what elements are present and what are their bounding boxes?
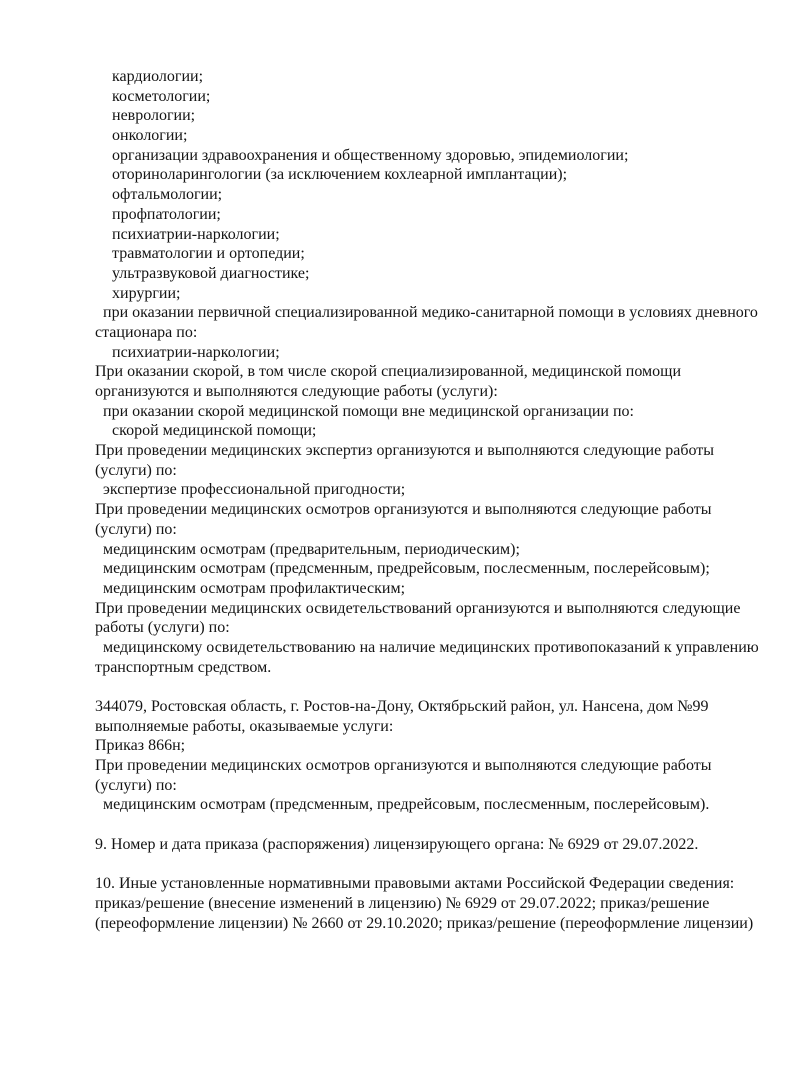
document-line: экспертизе профессиональной пригодности; <box>103 481 406 499</box>
document-line: офтальмологии; <box>112 186 223 204</box>
document-line: психиатрии-наркологии; <box>112 343 280 361</box>
blank-line <box>95 815 782 835</box>
document-line: работы (услуги) по: <box>95 619 230 637</box>
document-line: онкологии; <box>112 127 188 145</box>
document-line: неврологии; <box>112 107 196 125</box>
document-line: медицинским осмотрам (предсменным, предрейсовым, послесменным, послерейсовым). <box>103 796 710 814</box>
blank-line <box>95 855 782 875</box>
document-line: хирургии; <box>112 284 181 302</box>
document-line: (услуги) по: <box>95 520 177 538</box>
document-line: (услуги) по: <box>95 461 177 479</box>
document-line: при оказании первичной специализированной медико-санитарной помощи в условиях дневного <box>103 304 758 322</box>
document-line: стационара по: <box>95 323 198 341</box>
document-line: травматологии и ортопедии; <box>112 245 305 263</box>
document-line: 344079, Ростовская область, г. Ростов-на-Дону, Октябрьский район, ул. Нансена, дом №99 <box>95 698 709 715</box>
blank-line <box>95 677 782 697</box>
document-line: При проведении медицинских осмотров организуются и выполняются следующие работы <box>95 757 712 775</box>
document-line: При проведении медицинских освидетельствований организуются и выполняются следующие <box>95 599 741 617</box>
document-line: психиатрии-наркологии; <box>112 225 280 243</box>
document-text <box>95 67 782 933</box>
document-line: медицинским осмотрам (предварительным, периодическим); <box>103 540 520 558</box>
document-line: (услуги) по: <box>95 776 177 794</box>
document-line: Приказ 866н; <box>95 737 186 755</box>
document-line: медицинскому освидетельствованию на наличие медицинских противопоказаний к управлению <box>103 638 759 656</box>
document-line: При проведении медицинских осмотров организуются и выполняются следующие работы <box>95 501 712 519</box>
document-line: 9. Номер и дата приказа (распоряжения) лицензирующего органа: № 6929 от 29.07.2022. <box>95 835 699 853</box>
document-line: транспортным средством. <box>95 658 272 676</box>
document-line: организации здравоохранения и общественному здоровью, эпидемиологии; <box>112 146 629 164</box>
document-line: косметологии; <box>112 87 211 105</box>
document-line: скорой медицинской помощи; <box>112 422 317 440</box>
document-line: оториноларингологии (за исключением кохлеарной имплантации); <box>112 166 568 184</box>
document-line: ультразвуковой диагностике; <box>112 264 310 282</box>
document-line: При оказании скорой, в том числе скорой специализированной, медицинской помощи <box>95 363 682 381</box>
document-line: (переоформление лицензии) № 2660 от 29.10.2020; приказ/решение (переоформление лицензии) <box>95 914 754 932</box>
document-line: выполняемые работы, оказываемые услуги: <box>95 717 394 735</box>
document-line: медицинским осмотрам (предсменным, предрейсовым, послесменным, послерейсовым); <box>103 560 710 578</box>
document-line: 10. Иные установленные нормативными правовыми актами Российской Федерации сведения: <box>95 875 735 893</box>
document-line: медицинским осмотрам профилактическим; <box>103 579 406 597</box>
document-line: профпатологии; <box>112 205 221 223</box>
document-line: кардиологии; <box>112 68 204 85</box>
document-line: организуются и выполняются следующие работы (услуги): <box>95 383 498 400</box>
document-line: При проведении медицинских экспертиз организуются и выполняются следующие работы <box>95 442 714 460</box>
document-line: при оказании скорой медицинской помощи вне медицинской организации по: <box>103 402 634 420</box>
document-line: приказ/решение (внесение изменений в лицензию) № 6929 от 29.07.2022; приказ/решение <box>95 894 710 912</box>
